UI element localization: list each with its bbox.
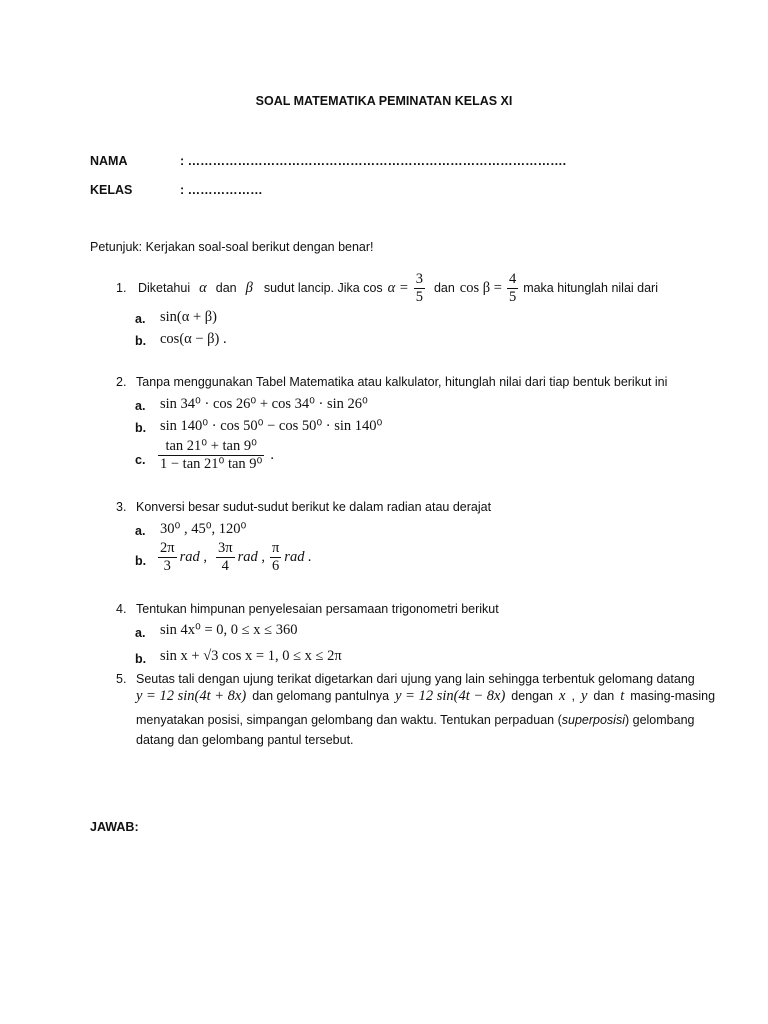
field-value-nama: : ………………………………………………………………………………. <box>180 154 567 168</box>
page-title: SOAL MATEMATIKA PEMINATAN KELAS XI <box>255 94 513 108</box>
q5-line4: datang dan gelombang pantul tersebut. <box>136 733 354 747</box>
q5-line2 <box>136 688 715 705</box>
q3-b-fraction-3 <box>270 540 281 574</box>
q3-b1-den: 3 <box>163 557 171 574</box>
q1-t5: maka hitunglah nilai dari <box>523 281 658 295</box>
q5-t4: masing-masing <box>630 689 716 703</box>
q1-t2: dan <box>215 281 237 295</box>
q4-number: 4. <box>116 602 127 616</box>
q2-b-label: b. <box>135 421 147 435</box>
q3-b3-unit: rad . <box>284 548 312 565</box>
q2-c-num: tan 21⁰ + tan 9⁰ <box>158 438 264 456</box>
instruction: Petunjuk: Kerjakan soal-soal berikut dengan benar! <box>90 240 374 254</box>
q1-fraction-4-5 <box>507 271 518 305</box>
q4-text: Tentukan himpunan penyelesaian persamaan trigonometri berikut <box>136 602 499 616</box>
q1-fraction-3-5 <box>414 271 425 305</box>
q2-c-fraction <box>158 438 264 472</box>
field-label-nama: NAMA <box>90 154 128 168</box>
q1-number: 1. <box>116 281 127 295</box>
q3-a-expr: 30⁰ , 45⁰, 120⁰ <box>160 521 247 537</box>
q4-a-expr: sin 4x⁰ = 0, 0 ≤ x ≤ 360 <box>160 622 298 638</box>
q5-line3-a: menyatakan posisi, simpangan gelombang dan waktu. Tentukan perpaduan ( <box>136 713 562 727</box>
q5-var-y: y <box>580 688 588 704</box>
q2-b-expr: sin 140⁰ · cos 50⁰ − cos 50⁰ · sin 140⁰ <box>160 418 383 434</box>
field-value-kelas: : ……………… <box>180 183 263 197</box>
q5-var-t: t <box>620 688 625 704</box>
q1-b-label: b. <box>135 334 147 348</box>
q3-text: Konversi besar sudut-sudut berikut ke dalam radian atau derajat <box>136 500 492 514</box>
q3-b3-num: π <box>271 540 280 556</box>
q5-eq1: y = 12 sin(4t + 8x) <box>136 688 247 704</box>
q1-eq-alpha: α = <box>387 279 409 296</box>
q3-b2-num: 3π <box>217 540 233 556</box>
q1-f2-num: 4 <box>508 270 517 287</box>
q3-b2-den: 4 <box>221 557 229 574</box>
q3-b1-num: 2π <box>160 540 175 556</box>
q3-b-fraction-2 <box>216 540 235 574</box>
q1-t4: dan <box>433 281 455 295</box>
q3-a-label: a. <box>135 524 146 538</box>
field-label-kelas: KELAS <box>90 183 133 197</box>
q5-t1: dan gelomang pantulnya <box>252 689 390 703</box>
q5-t3: dan <box>593 689 615 703</box>
q1-a-label: a. <box>135 312 146 326</box>
q3-number: 3. <box>116 500 127 514</box>
q5-eq2: y = 12 sin(4t − 8x) <box>395 688 506 704</box>
q5-number: 5. <box>116 672 127 686</box>
q5-line3-b: ) gelombang <box>624 713 695 727</box>
q1-t3: sudut lancip. Jika cos <box>263 281 383 295</box>
answer-label: JAWAB: <box>90 820 139 834</box>
q4-b-label: b. <box>135 652 147 666</box>
q3-b3-den: 6 <box>272 557 280 574</box>
q5-line3 <box>136 713 694 727</box>
q2-c-label: c. <box>135 453 146 467</box>
q1-f2-den: 5 <box>508 288 517 305</box>
q2-c-tail: . <box>270 446 274 463</box>
q2-a-expr: sin 34⁰ · cos 26⁰ + cos 34⁰ · sin 26⁰ <box>160 396 368 412</box>
q5-var-x: x <box>559 688 566 704</box>
q2-text: Tanpa menggunakan Tabel Matematika atau kalkulator, hitunglah nilai dari tiap bentuk berikut ini <box>136 375 668 389</box>
q3-b-label: b. <box>135 554 147 568</box>
q5-line1: Seutas tali dengan ujung terikat digetarkan dari ujung yang lain sehingga terbentuk gelomang datang <box>136 672 695 686</box>
q2-a-label: a. <box>135 399 146 413</box>
q1-f1-den: 5 <box>415 288 423 305</box>
q3-b2-unit: rad , <box>237 548 265 565</box>
q3-b1-unit: rad , <box>179 548 207 565</box>
q1-b-expr: cos(α − β) . <box>160 331 227 347</box>
q2-c-expr <box>158 438 274 472</box>
q1-eq-beta: cos β = <box>459 279 502 296</box>
q4-b-expr: sin x + √3 cos x = 1, 0 ≤ x ≤ 2π <box>160 648 342 664</box>
q4-a-label: a. <box>135 626 146 640</box>
q2-c-den: 1 − tan 21⁰ tan 9⁰ <box>160 455 263 472</box>
q3-b-fraction-1 <box>158 540 177 574</box>
q1-f1-num: 3 <box>415 270 423 287</box>
q1-beta: β <box>245 279 253 296</box>
q5-line3-italic: superposisi <box>561 713 625 727</box>
q5-comma: , <box>571 689 575 703</box>
q5-t2: dengan <box>511 689 554 703</box>
q1-text <box>138 266 658 310</box>
q1-alpha: α <box>199 279 207 296</box>
q1-a-expr: sin(α + β) <box>160 309 217 325</box>
q1-t1: Diketahui <box>138 281 191 295</box>
q2-number: 2. <box>116 375 127 389</box>
q3-b-expr <box>158 540 312 574</box>
